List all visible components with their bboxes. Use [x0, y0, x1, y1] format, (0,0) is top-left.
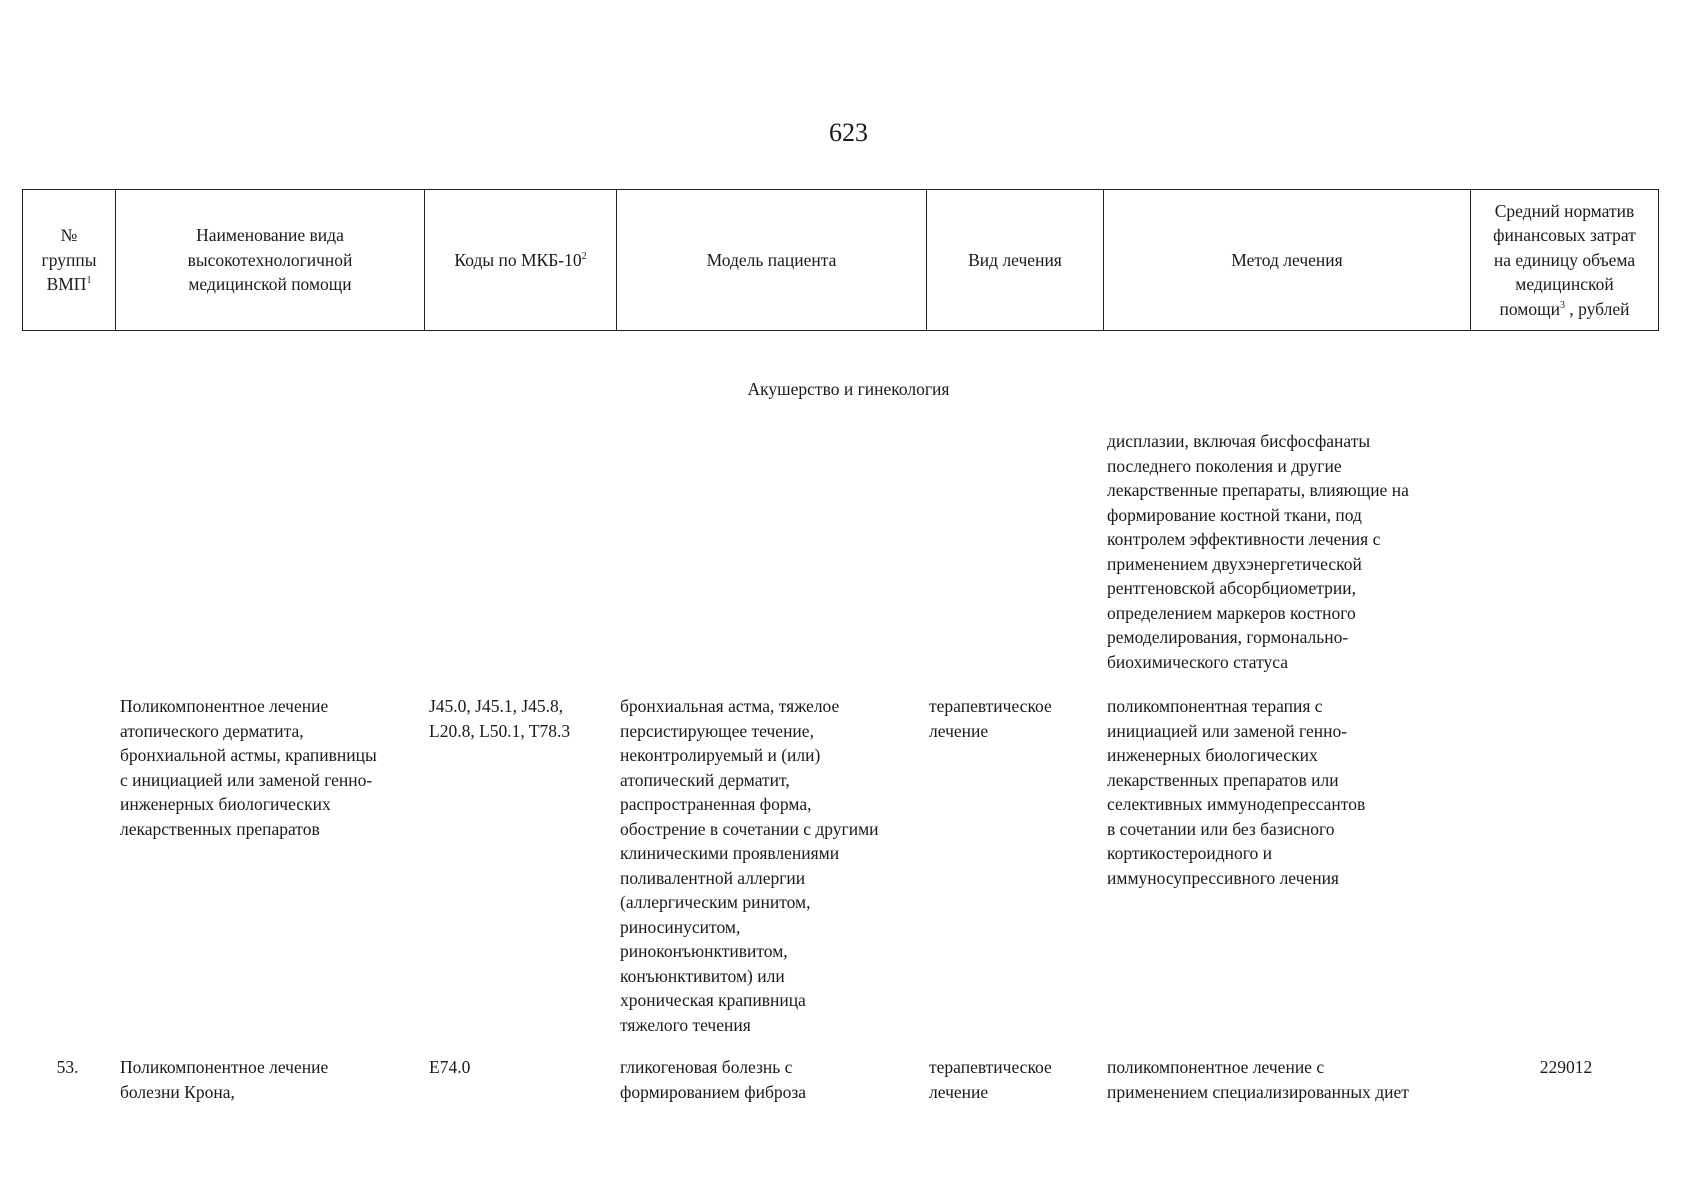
row-icd-codes: J45.0, J45.1, J45.8, L20.8, L50.1, T78.3	[429, 696, 571, 741]
header-treatment-method: Метод лечения	[1104, 190, 1471, 331]
row-cost: 229012	[1539, 1057, 1593, 1077]
header-cost-standard: Средний норматив финансовых затрат на единицу объема медицинской помощи$^3$ , рублей	[1471, 190, 1659, 331]
row-icd-codes: E74.0	[429, 1057, 471, 1077]
row-care-type-name: Поликомпонентное лечение болезни Крона,	[120, 1057, 329, 1102]
row-patient-model: гликогеновая болезнь с формированием фиброза	[620, 1057, 807, 1102]
header-group-number: № группы ВМП$^1$	[23, 190, 116, 331]
header-treatment-type: Вид лечения	[927, 190, 1104, 331]
header-patient-model: Модель пациента	[617, 190, 927, 331]
section-title: Акушерство и гинекология	[747, 379, 950, 399]
row-method: поликомпонентное лечение с применением специализированных диет	[1107, 1057, 1409, 1102]
page-number: 623	[829, 118, 868, 147]
row-treatment-type: терапевтическое лечение	[929, 696, 1052, 741]
row-method: дисплазии, включая бисфосфанаты последнего поколения и другие лекарственные препараты, влияющие на формирование костной ткани, под контролем эффективности лечения с применением двухэнергетической рентгеновской абсорбциометрии, определением маркеров костного ремоделирования, гормонально- биохимического статуса	[1107, 431, 1409, 672]
header-icd-codes: Коды по МКБ-$10^2$	[425, 190, 617, 331]
row-patient-model: бронхиальная астма, тяжелое персистирующее течение, неконтролируемый и (или) атопический дерматит, распространенная форма, обострение в сочетании с другими клиническими проявлениями поливалентной аллергии (аллергическим ринитом, риносинуситом, риноконъюнктивитом, конъюнктивитом) или хроническая крапивница тяжелого течения	[620, 696, 879, 1035]
footnote-marker-1: 1	[86, 275, 92, 287]
footnote-marker-3: 3	[1559, 299, 1565, 311]
row-care-type-name: Поликомпонентное лечение атопического дерматита, бронхиальной астмы, крапивницы с инициацией или заменой генно- инженерных биологических лекарственных препаратов	[120, 696, 377, 839]
row-group-number: 53.	[56, 1057, 79, 1077]
header-care-type-name: Наименование вида высокотехнологичной медицинской помощи	[116, 190, 425, 331]
row-treatment-type: терапевтическое лечение	[929, 1057, 1052, 1102]
table-header	[22, 189, 1659, 331]
row-method: поликомпонентная терапия с инициацией или заменой генно- инженерных биологических лекарственных препаратов или селективных иммунодепрессантов в сочетании или без базисного кортикостероидного и иммуносупрессивного лечения	[1107, 696, 1366, 888]
footnote-marker-2: 2	[581, 250, 587, 262]
